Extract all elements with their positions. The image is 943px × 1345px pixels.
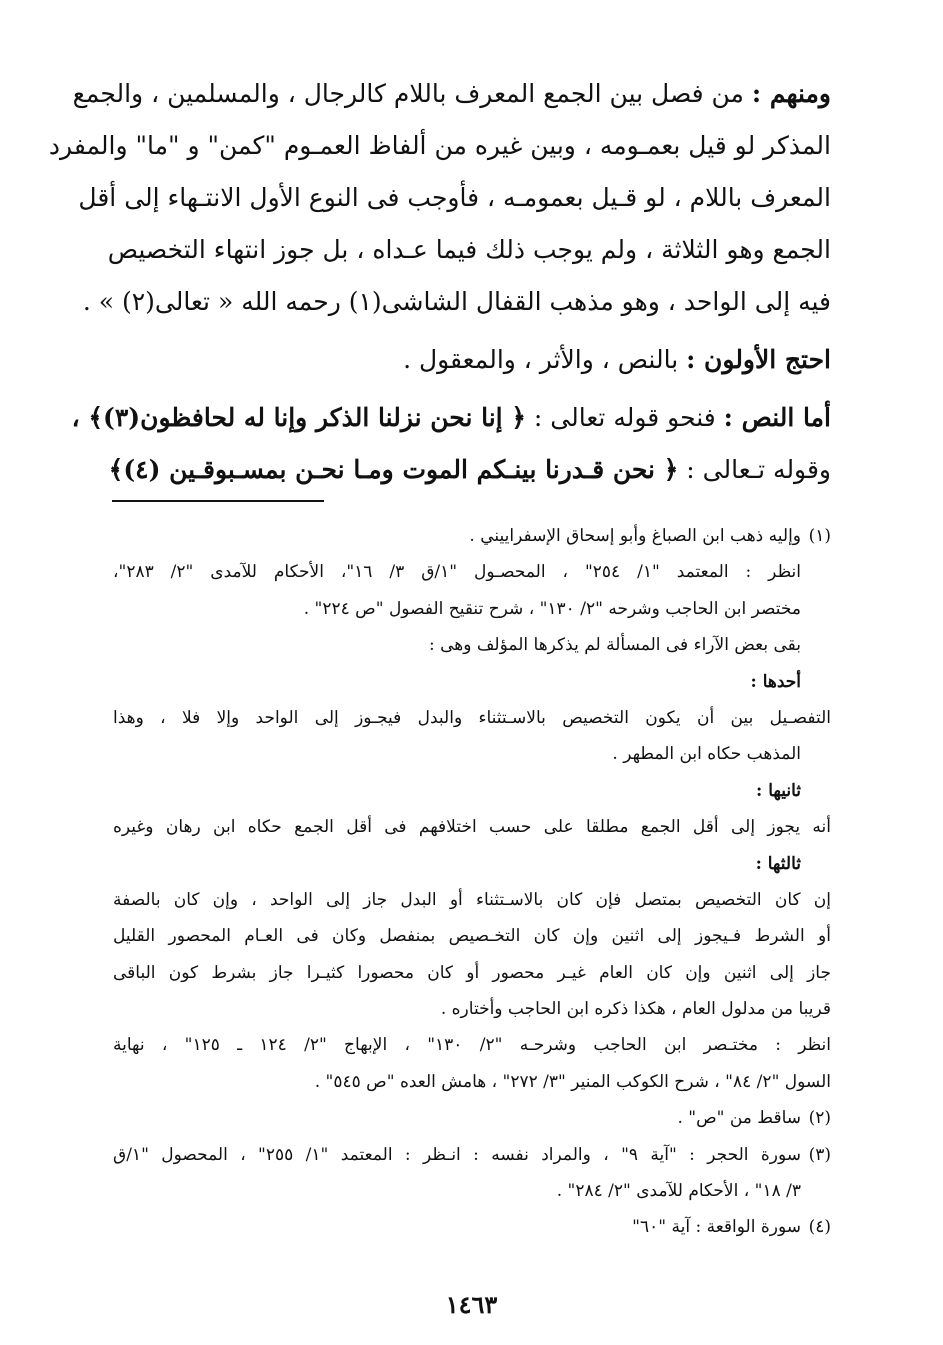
footnote-line: المذهب حكاه ابن المطهر . [612, 744, 801, 765]
line-text: بالنص ، والأثر ، والمعقول . [403, 345, 687, 374]
body-line-argued [113, 334, 831, 386]
footnote-line: التفصـيل بين أن يكون التخصيص بالاسـتثناء والبدل فيجـوز إلى الواحد وإلا فلا ، وهذا [113, 707, 831, 728]
footnote-3 [113, 1137, 831, 1173]
body-line [72, 68, 831, 120]
footnote-line: جاز إلى اثنين وإن كان العام غيـر محصور أو كان محصورا كثيـرا جاز بشرط كون الباقى [113, 962, 831, 983]
footnote-text: وإليه ذهب ابن الصباغ وأبو إسحاق الإسفراييني . [469, 526, 801, 546]
footnotes [113, 518, 831, 1246]
footnote-text: ساقط من "ص" . [677, 1108, 801, 1129]
body-line-nass [71, 392, 831, 444]
body-line-verse [108, 444, 831, 496]
body-line: الجمع وهو الثلاثة ، ولم يوجب ذلك فيما عـداه ، بل جوز انتهاء التخصيص [107, 235, 831, 264]
footnote-line: أنه يجوز إلى أقل الجمع مطلقا على حسب اختلافهم فى أقل الجمع حكاه ابن رهان وغيره [113, 817, 831, 838]
footnote-number: (١) [808, 526, 831, 546]
footnote-line: أو الشرط فـيجوز إلى اثنين وإن كان التخـصيص بمنفصل وكان فى العـام المحصور القليل [113, 926, 831, 947]
footnote-line: إن كان التخصيص بمتصل فإن كان بالاسـتثناء أو البدل جاز إلى الواحد ، وإن كان بالصفة [113, 889, 831, 910]
footnote-number: (٤) [808, 1217, 831, 1238]
body-line: المعرف باللام ، لو قـيل بعمومـه ، فأوجب فى النوع الأول الانتـهاء إلى أقل [78, 183, 831, 212]
quran-quote: ﴿ نحن قـدرنا بينـكم الموت ومـا نحـن بمسـبوقـين (٤)﴾ [108, 455, 679, 484]
footnote-line: السول "٢/ ٨٤" ، شرح الكوكب المنير "٣/ ٢٧٢" ، هامش العده "ص ٥٤٥" . [314, 1071, 831, 1092]
body-line: المذكر لو قيل بعمـومه ، وبين غيره من ألفاظ العمـوم "كمن" و "ما" والمفرد [48, 131, 831, 160]
footnote-number: (٢) [808, 1108, 831, 1129]
footnote-text: سورة الواقعة : آية "٦٠" [632, 1217, 801, 1238]
footnote-number: (٣) [808, 1144, 832, 1165]
footnote-text: سورة الحجر : "آية ٩" ، والمراد نفسه : انـظر : المعتمد "١/ ٢٥٥" ، المحصول "١/ق [113, 1144, 802, 1165]
footnote-heading: أحدها : [750, 671, 801, 692]
footnote-1 [113, 518, 831, 554]
footnote-2 [113, 1100, 831, 1136]
line-text: وقوله تـعالى : [678, 455, 831, 484]
footnote-divider [112, 500, 324, 502]
lead-phrase: أما النص : [723, 403, 831, 432]
quran-quote: ﴿ إنا نحن نزلنا الذكر وإنا له لحافظون(٣)﴾ ، [71, 403, 526, 432]
line-text: من فصل بين الجمع المعرف باللام كالرجال ، والمسلمين ، والجمع [72, 79, 752, 108]
footnote-line: مختصر ابن الحاجب وشرحه "٢/ ١٣٠" ، شرح تنقيح الفصول "ص ٢٢٤" . [303, 598, 801, 619]
footnote-line: انظر : المعتمد "١/ ٢٥٤" ، المحصـول "١/ق ٣/ ١٦"، الأحكام للآمدى "٢/ ٢٨٣"، [113, 562, 801, 583]
lead-phrase: ومنهم : [751, 79, 831, 108]
line-text: فنحو قوله تعالى : [525, 403, 724, 432]
footnote-line: ٣/ ١٨" ، الأحكام للآمدى "٢/ ٢٨٤" . [556, 1181, 801, 1202]
footnote-line: بقى بعض الآراء فى المسألة لم يذكرها المؤلف وهى : [428, 635, 801, 656]
lead-phrase: احتج الأولون : [686, 345, 831, 374]
footnote-heading: ثانيها : [756, 780, 801, 801]
page-number: ١٤٦٣ [445, 1290, 498, 1319]
footnote-line: انظر : مختـصر ابن الحاجب وشرحـه "٢/ ١٣٠" ، الإبهاج "٢/ ١٢٤ ـ ١٢٥" ، نهاية [113, 1035, 831, 1056]
body-line: فيه إلى الواحد ، وهو مذهب القفال الشاشى(١) رحمه الله « تعالى(٢) » . [82, 287, 831, 316]
footnote-heading: ثالثها : [755, 853, 801, 874]
footnote-line: قريبا من مدلول العام ، هكذا ذكره ابن الحاجب وأختاره . [440, 999, 831, 1020]
main-text [48, 68, 831, 496]
footnote-4 [113, 1209, 831, 1245]
